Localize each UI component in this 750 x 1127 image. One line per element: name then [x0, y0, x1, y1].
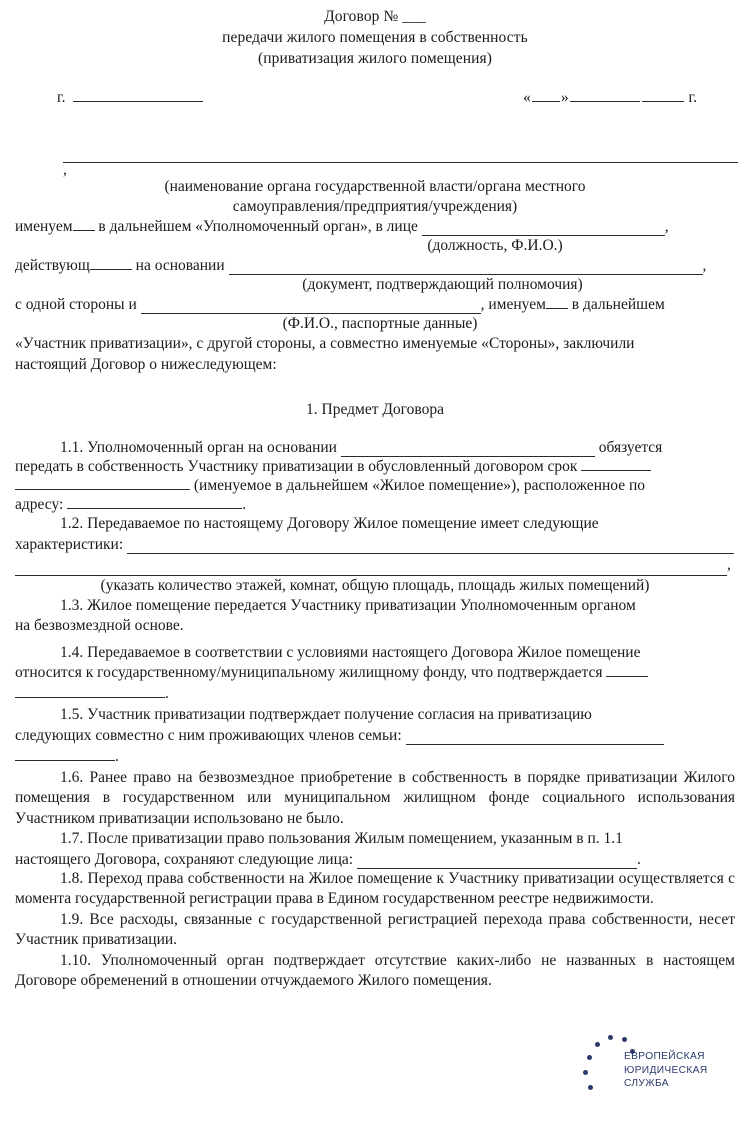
authority-document-caption: (документ, подтверждающий полномочия) [302, 276, 583, 293]
clause-1-2-line-1: 1.2. Передаваемое по настоящему Договору Жилое помещение имеет следующие [60, 515, 599, 532]
representative-blank[interactable] [422, 223, 665, 236]
other-party-suffix: в дальнейшем [567, 296, 665, 313]
city-blank[interactable] [73, 101, 203, 102]
clause-1-3-line-1: 1.3. Жилое помещение передается Участнику приватизации Уполномоченным органом [60, 596, 636, 614]
organisation-caption-line-2: самоуправления/предприятия/учреждения) [232, 198, 518, 215]
clause-1-2-characteristics-blank-1[interactable] [127, 541, 734, 554]
organisation-name-blank[interactable] [63, 151, 738, 163]
clause-1-4-line-2 [15, 663, 735, 682]
clause-1-5-family-blank-2[interactable] [15, 760, 115, 761]
clause-1-1-line-3 [15, 476, 735, 495]
clause-1-2-line-3 [15, 554, 735, 576]
clause-1-4-line-1: 1.4. Передаваемое в соответствии с условиями настоящего Договора Жилое помещение [60, 643, 641, 661]
date-field [523, 89, 697, 107]
city-label: г. [57, 89, 70, 106]
organisation-caption-line-1: (наименование органа государственной власти/органа местного [164, 178, 586, 195]
clause-1-1-line-2 [15, 457, 735, 476]
city-date-row [15, 89, 735, 107]
clause-1-1-text-c: передать в собственность Участнику приватизации в обусловленный договором срок [15, 458, 582, 475]
clause-1-1-text-d: (именуемое в дальнейшем «Жилое помещение»), расположенное по [190, 477, 646, 494]
clause-1-2-comma: , [727, 555, 731, 573]
clause-1-1-text-a: 1.1. Уполномоченный орган на основании [60, 439, 341, 456]
acting-prefix: действующ [15, 257, 90, 274]
clause-1-5-family-blank-1[interactable] [406, 732, 664, 745]
authorized-body-naming-row [15, 217, 735, 236]
date-open-quote: « [523, 89, 531, 106]
clause-1-6: 1.6. Ранее право на безвозмездное приобретение в собственность в порядке приватизации Жилого помещения в государственном или муниципальном жилищном фонде социального использования Участником приватизации использовано не было. [15, 768, 735, 827]
title-line-2: передачи жилого помещения в собственность [222, 29, 528, 46]
passport-caption: (Ф.И.О., паспортные данные) [282, 315, 478, 332]
clause-1-9: 1.9. Все расходы, связанные с государственной регистрацией перехода права собственности, несет Участник приватизации. [15, 910, 735, 948]
position-caption: (должность, Ф.И.О.) [427, 237, 563, 254]
naming-prefix: именуем [15, 218, 73, 235]
clause-1-1-basis-blank[interactable] [341, 444, 595, 457]
other-party-ending-blank[interactable] [546, 308, 568, 309]
clause-1-5-line-3 [15, 745, 735, 768]
title-line-1: Договор № ___ [324, 8, 426, 25]
clause-1-1-line-4 [15, 495, 735, 514]
date-year-blank[interactable] [642, 101, 684, 102]
clause-1-7-line-2 [15, 850, 735, 869]
clause-1-5-period: . [115, 747, 119, 765]
participant-declaration-line-1: «Участник приватизации», с другой стороны, а совместно именуемые «Стороны», заключили [15, 335, 635, 352]
clause-1-7-line-1: 1.7. После приватизации право пользования Жилым помещением, указанным в п. 1.1 [60, 830, 623, 847]
clause-1-7-persons-blank[interactable] [357, 856, 637, 869]
european-legal-service-logo [578, 1033, 728, 1111]
clause-1-1-term-blank[interactable] [581, 470, 651, 471]
acting-basis-blank[interactable] [229, 262, 703, 275]
clause-1-5-line-2 [15, 726, 735, 745]
clause-1-4-confirm-blank-1[interactable] [606, 676, 648, 677]
clause-1-1-line-1 [15, 438, 735, 457]
date-month-blank[interactable] [570, 101, 640, 102]
document-title-block [15, 6, 735, 69]
clause-1-7-period: . [636, 850, 641, 868]
clause-1-1-premises-blank[interactable] [15, 489, 190, 490]
acting-comma: , [702, 257, 707, 274]
logo-text-line-2: ЮРИДИЧЕСКАЯ [624, 1064, 708, 1076]
logo-text-line-1: ЕВРОПЕЙСКАЯ [624, 1051, 705, 1062]
organisation-name-row [15, 149, 735, 177]
clause-1-4-line-3 [15, 682, 735, 705]
acting-middle: на основании [131, 257, 229, 274]
clause-1-1-text-e: адресу: [15, 496, 68, 513]
acting-basis-row [15, 256, 735, 275]
logo-text [624, 1050, 708, 1091]
clause-1-2-characteristics-blank-2[interactable] [15, 563, 727, 576]
naming-comma: , [664, 218, 669, 235]
clause-1-2-text-b: характеристики: [15, 535, 128, 553]
clause-1-4-text-b: относится к государственному/муниципальному жилищному фонду, что подтверждается [15, 664, 607, 681]
date-day-blank[interactable] [532, 101, 560, 102]
acting-ending-blank[interactable] [90, 269, 132, 270]
clause-1-4-period: . [165, 685, 169, 702]
section-1-heading: 1. Предмет Договора [306, 401, 444, 418]
participant-declaration-line-2: настоящий Договор о нижеследующем: [15, 355, 277, 373]
other-party-blank[interactable] [141, 301, 481, 314]
naming-ending-blank[interactable] [73, 230, 95, 231]
clause-1-2-caption: (указать количество этажей, комнат, общую площадь, площадь жилых помещений) [100, 576, 650, 594]
clause-1-7-text-b: настоящего Договора, сохраняют следующие лица: [15, 850, 357, 868]
other-party-middle: , именуем [480, 296, 546, 313]
other-party-prefix: с одной стороны и [15, 296, 141, 313]
clause-1-3-line-2: на безвозмездной основе. [15, 617, 184, 634]
title-line-3: (приватизация жилого помещения) [257, 50, 493, 67]
date-year-suffix: г. [684, 89, 697, 106]
clause-1-4-confirm-blank-2[interactable] [15, 697, 165, 698]
clause-1-5-text-b: следующих совместно с ним проживающих членов семьи: [15, 726, 406, 744]
city-field [57, 89, 203, 107]
clause-1-1-text-b: обязуется [594, 439, 663, 456]
organisation-name-comma: , [63, 161, 67, 178]
clause-1-10: 1.10. Уполномоченный орган подтверждает отсутствие каких-либо не названных в настоящем Договоре обременений в отношении отчуждаемого Жилого помещения. [15, 951, 735, 989]
clause-1-2-line-2 [15, 535, 735, 554]
clause-1-1-address-blank[interactable] [67, 508, 242, 509]
logo-text-line-3: СЛУЖБА [624, 1078, 669, 1089]
other-party-row [15, 295, 735, 314]
clause-1-1-period: . [242, 496, 247, 513]
clause-1-5-line-1: 1.5. Участник приватизации подтверждает получение согласия на приватизацию [60, 706, 592, 723]
clause-1-8: 1.8. Переход права собственности на Жилое помещение к Участнику приватизации осуществляется с момента государственной регистрации права в Едином государственном реестре недвижимости. [15, 869, 735, 907]
date-close-quote: » [560, 89, 569, 106]
naming-middle: в дальнейшем «Уполномоченный орган», в лице [94, 218, 422, 235]
